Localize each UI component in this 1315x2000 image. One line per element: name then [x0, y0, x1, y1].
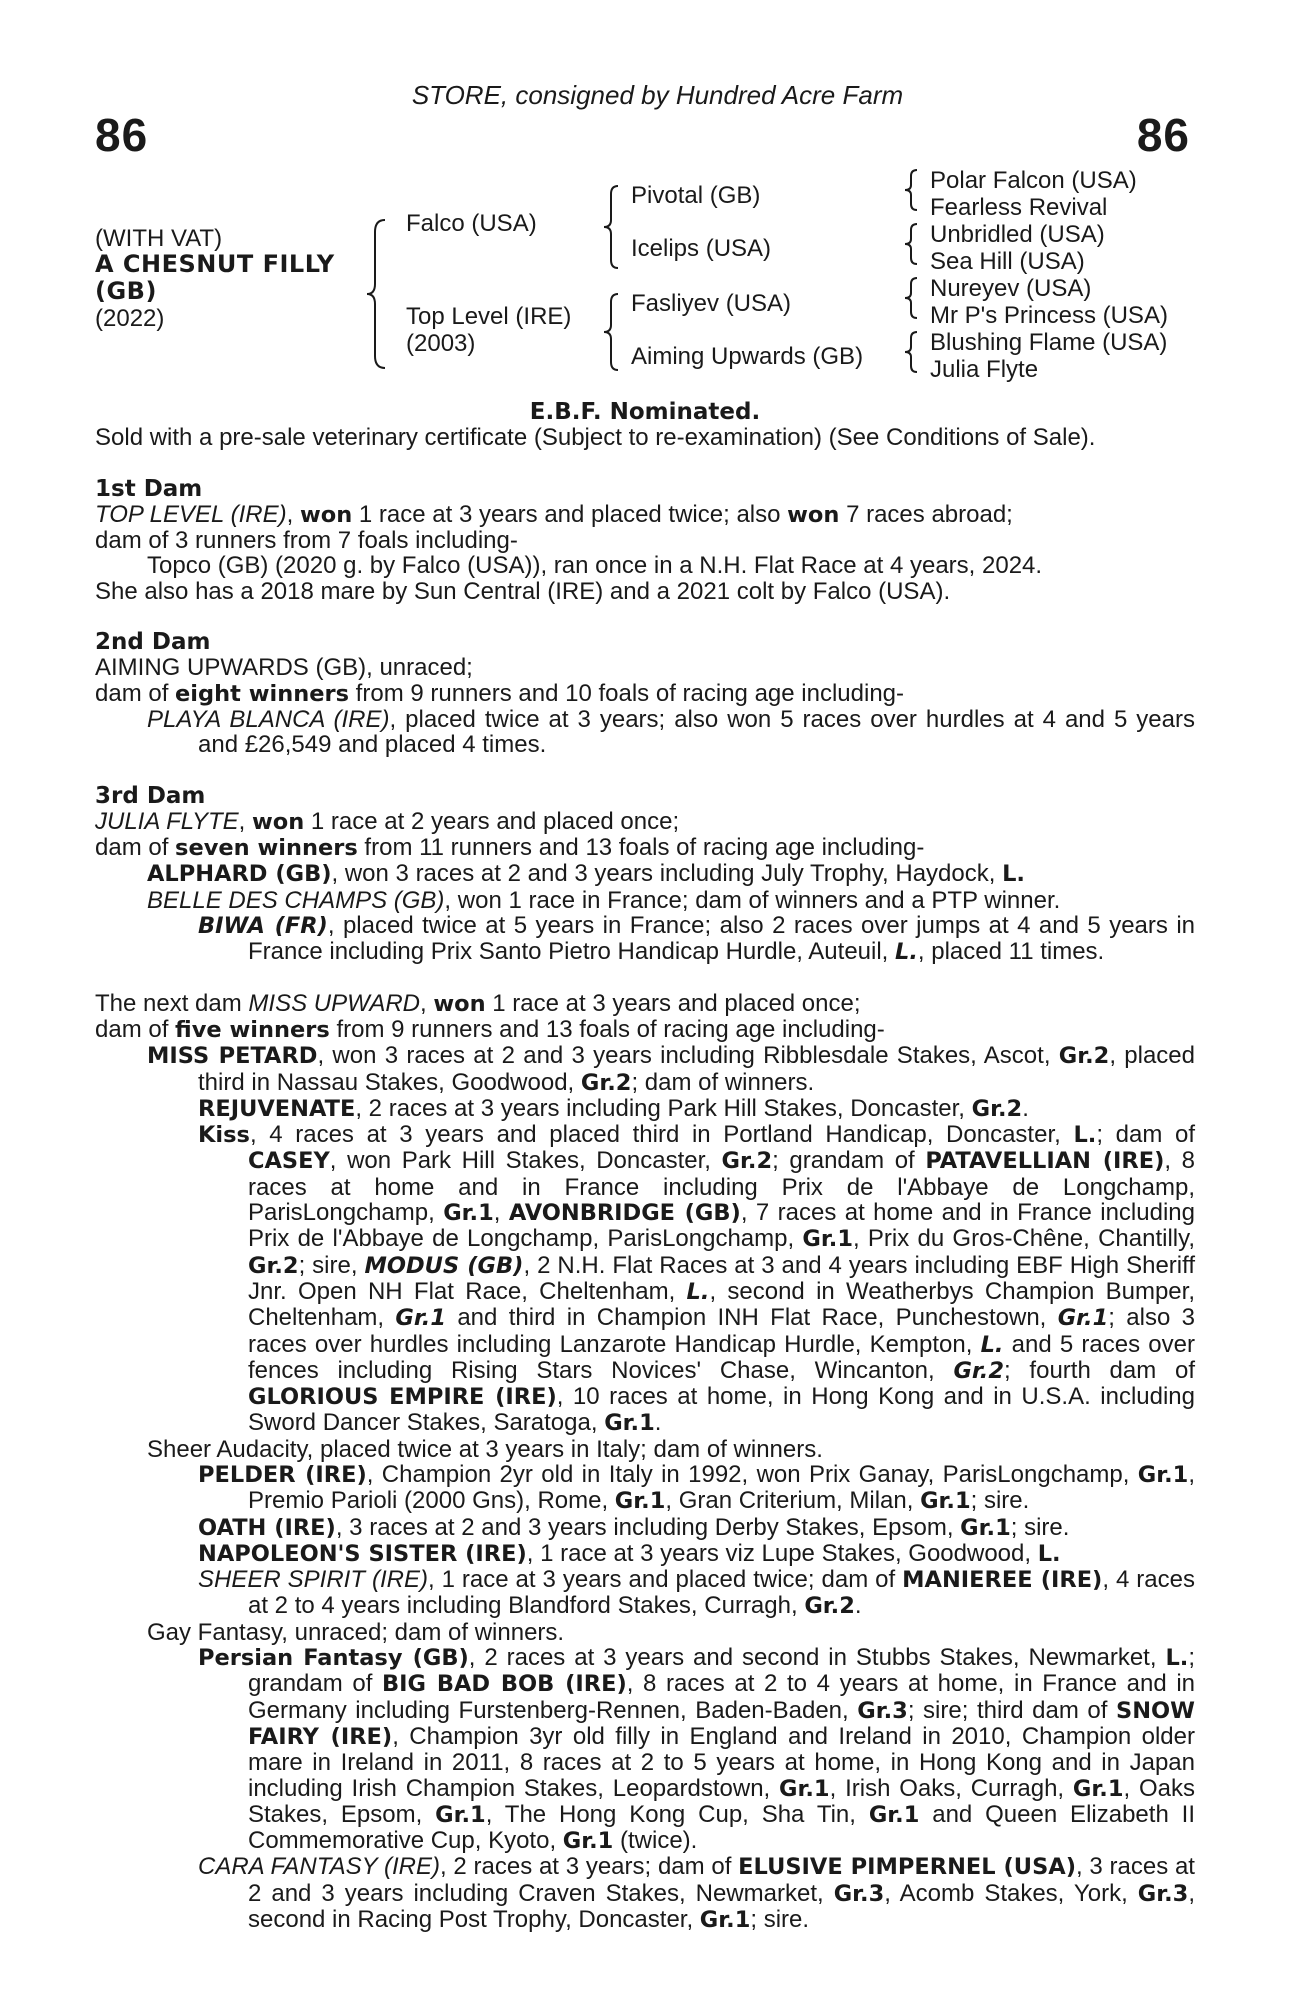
- dam-year: (2003): [406, 330, 476, 357]
- pedigree-brace-sire: [602, 184, 620, 270]
- text-run: five winners: [175, 1016, 330, 1043]
- text-run: , 1 race at 3 years and placed twice; dam of: [427, 1566, 903, 1594]
- text-run: ; dam of winners.: [631, 1068, 815, 1096]
- pedigree-brace-main: [365, 218, 387, 370]
- sire-name: Falco (USA): [406, 210, 537, 237]
- text-run: Gr.2: [721, 1148, 773, 1175]
- produce-topco: Topco (GB) (2020 g. by Falco (USA)), ran once in a N.H. Flat Race at 4 years, 2024.: [147, 552, 1043, 580]
- produce-persian-fantasy: [95, 1645, 1195, 1854]
- text-run: Gr.1: [868, 1801, 920, 1828]
- text-run: , won Park Hill Stakes, Doncaster,: [329, 1147, 722, 1175]
- text-run: , 2 races at 3 years including Park Hill Stakes, Doncaster,: [355, 1094, 972, 1122]
- text-run: Gr.1: [920, 1488, 971, 1515]
- text-run: Gr.1: [779, 1775, 830, 1802]
- text-run: PELDER (IRE): [198, 1461, 367, 1488]
- text-run: , 4 races at 3 years and placed third in Portland Handicap, Doncaster,: [249, 1121, 1074, 1149]
- text-run: and third in Champion INH Flat Race, Punchestown,: [445, 1304, 1058, 1332]
- gp-fearless-revival: Fearless Revival: [930, 194, 1108, 221]
- text-run: L.: [895, 939, 918, 966]
- text-run: seven winners: [175, 835, 358, 862]
- text-run: Gr.1: [960, 1514, 1011, 1541]
- text-run: ,: [420, 989, 434, 1017]
- produce-napoleons-sister: [95, 1541, 1195, 1567]
- text-run: , 2 races at 3 years; dam of: [439, 1853, 739, 1881]
- text-run: Gr.3: [1137, 1880, 1189, 1907]
- text-run: The next dam: [95, 989, 249, 1017]
- text-run: GLORIOUS EMPIRE (IRE): [248, 1384, 557, 1411]
- text-run: AVONBRIDGE (GB): [508, 1200, 741, 1227]
- horse-country: (GB): [95, 277, 157, 305]
- text-run: .: [854, 1592, 862, 1620]
- text-run: Gr.1: [562, 1828, 614, 1855]
- text-run: L.: [686, 1278, 710, 1305]
- horse-name: A CHESNUT FILLY: [95, 250, 335, 278]
- text-run: BIG BAD BOB (IRE): [382, 1671, 627, 1698]
- text-run: ALPHARD (GB): [147, 861, 332, 888]
- text-run: Gr.3: [857, 1697, 908, 1724]
- text-run: , 8 races at 2 to 4 years at home, in France and in Germany including Furstenberg-Rennen, Baden-Baden,: [248, 1670, 1196, 1724]
- text-run: ; also 3 races over hurdles including Lanzarote Handicap Hurdle, Kempton,: [248, 1304, 1195, 1358]
- text-run: ,: [493, 1199, 509, 1227]
- text-run: , 3 races at 2 and 3 years including Craven Stakes, Newmarket,: [248, 1853, 1195, 1907]
- catalogue-body: [95, 399, 1195, 1933]
- second-dam-heading: 2nd Dam: [95, 629, 211, 656]
- text-run: Gr.1: [1057, 1305, 1109, 1332]
- text-run: , 3 races at 2 and 3 years including Derby Stakes, Epsom,: [335, 1513, 961, 1541]
- text-run: won: [787, 501, 840, 528]
- text-run: .: [1022, 1094, 1029, 1122]
- third-dam-heading: 3rd Dam: [95, 782, 206, 809]
- text-run: 1 race at 3 years and placed twice; also: [352, 500, 788, 528]
- dam-dam: Aiming Upwards (GB): [631, 343, 864, 370]
- text-run: , Champion 2yr old in Italy in 1992, won Prix Ganay, ParisLongchamp,: [366, 1460, 1138, 1488]
- text-run: , 7 races at home and in France including Prix de l'Abbaye de Longchamp, ParisLongchamp,: [248, 1199, 1195, 1253]
- text-run: , placed twice at 3 years; also won 5 races over hurdles at 4 and 5 years and £26,549 and placed 4 times.: [198, 705, 1195, 759]
- sire-dam: Icelips (USA): [631, 235, 772, 262]
- text-run: ELUSIVE PIMPERNEL (USA): [738, 1854, 1076, 1881]
- text-run: TOP LEVEL (IRE): [95, 500, 287, 528]
- text-run: Gr.3: [833, 1880, 885, 1907]
- text-run: ; sire.: [750, 1906, 810, 1934]
- text-run: Gr.2: [953, 1357, 1005, 1384]
- text-run: , placed twice at 5 years in France; also 2 races over jumps at 4 and 5 years in France including Prix Santo Pietro Handicap Hurdle, Auteuil,: [248, 912, 1196, 966]
- text-run: , 1 race at 3 years viz Lupe Stakes, Goodwood,: [526, 1539, 1038, 1567]
- text-run: 1 race at 3 years and placed once;: [485, 989, 861, 1017]
- text-run: PATAVELLIAN (IRE): [925, 1148, 1165, 1175]
- text-run: ; sire,: [298, 1251, 365, 1279]
- text-run: , 2 races at 3 years and second in Stubbs Stakes, Newmarket,: [468, 1644, 1166, 1672]
- pedigree-brace-g4: [903, 330, 919, 374]
- text-run: , The Hong Kong Cup, Sha Tin,: [485, 1800, 869, 1828]
- gp-sea-hill: Sea Hill (USA): [930, 248, 1085, 275]
- text-run: dam of: [95, 679, 176, 707]
- text-run: L.: [1165, 1645, 1189, 1672]
- text-run: Kiss: [198, 1122, 250, 1149]
- text-run: , 10 races at home, in Hong Kong and in U.S.A. including Sword Dancer Stakes, Saratoga,: [248, 1383, 1196, 1437]
- produce-rejuvenate: [95, 1096, 1195, 1122]
- text-run: MISS PETARD: [147, 1043, 318, 1070]
- text-run: Gr.1: [604, 1410, 655, 1437]
- gp-polar-falcon: Polar Falcon (USA): [930, 167, 1137, 194]
- vat-note: (WITH VAT): [95, 225, 223, 252]
- text-run: ; sire.: [970, 1487, 1030, 1515]
- gp-julia-flyte: Julia Flyte: [930, 356, 1039, 383]
- produce-cara-fantasy: [95, 1854, 1195, 1933]
- text-run: Gr.1: [435, 1801, 486, 1828]
- text-run: Gr.1: [1072, 1775, 1124, 1802]
- text-run: dam of: [95, 1015, 176, 1043]
- text-run: from 11 runners and 13 foals of racing age including-: [357, 834, 925, 862]
- produce-oath: [95, 1515, 1195, 1541]
- text-run: Gr.1: [395, 1305, 446, 1332]
- second-dam-produce-line: [95, 681, 1195, 707]
- text-run: PLAYA BLANCA (IRE): [147, 705, 390, 733]
- fourth-dam-line: [95, 991, 1195, 1017]
- text-run: .: [654, 1409, 662, 1437]
- text-run: Gr.2: [1058, 1043, 1110, 1070]
- text-run: CASEY: [248, 1148, 330, 1175]
- produce-alphard: [95, 861, 1195, 887]
- vet-note: Sold with a pre-sale veterinary certificate (Subject to re-examination) (See Conditions of Sale).: [95, 424, 1096, 452]
- text-run: Gr.2: [580, 1069, 632, 1096]
- text-run: ; fourth dam of: [1004, 1356, 1196, 1384]
- text-run: , 2 N.H. Flat Races at 3 and 4 years including EBF High Sheriff Jnr. Open NH Flat Race, Cheltenham,: [248, 1251, 1196, 1305]
- sale-consignor-line: STORE, consigned by Hundred Acre Farm: [411, 80, 904, 110]
- text-run: (twice).: [613, 1827, 698, 1855]
- text-run: Gr.1: [802, 1226, 853, 1253]
- text-run: ; sire.: [1010, 1513, 1070, 1541]
- text-run: , Champion 3yr old filly in England and Ireland in 2010, Champion older mare in Ireland in 2011, 8 races at 2 to 5 years at home, in Hong Kong and in Japan including Irish Champion Stakes, Leopardstown,: [248, 1722, 1195, 1802]
- text-run: L.: [1037, 1540, 1061, 1567]
- ebf-note: E.B.F. Nominated.: [529, 399, 761, 425]
- produce-playa-blanca: [95, 707, 1195, 758]
- pedigree-brace-g2: [903, 222, 919, 266]
- text-run: , second in Weatherbys Champion Bumper, Cheltenham,: [248, 1277, 1195, 1332]
- text-run: dam of: [95, 834, 176, 862]
- text-run: , Irish Oaks, Curragh,: [829, 1774, 1073, 1802]
- text-run: Gr.1: [699, 1907, 751, 1934]
- produce-sheer-audacity: Sheer Audacity, placed twice at 3 years in Italy; dam of winners.: [147, 1435, 823, 1463]
- gp-nureyev: Nureyev (USA): [930, 275, 1092, 302]
- third-dam-produce-line: [95, 835, 1195, 861]
- text-run: L.: [1073, 1122, 1097, 1149]
- third-dam-line: JULIA FLYTE, won 1 race at 2 years and placed once;: [95, 807, 680, 835]
- text-run: eight winners: [175, 680, 350, 707]
- text-run: L.: [1002, 861, 1025, 888]
- text-run: and Queen Elizabeth II Commemorative Cup, Kyoto,: [248, 1800, 1195, 1855]
- produce-miss-petard: [95, 1043, 1195, 1096]
- produce-sheer-spirit: [95, 1567, 1195, 1620]
- first-dam-also: She also has a 2018 mare by Sun Central (IRE) and a 2021 colt by Falco (USA).: [95, 577, 951, 605]
- gp-unbridled: Unbridled (USA): [930, 221, 1105, 248]
- text-run: Gr.1: [443, 1200, 494, 1227]
- gp-blushing-flame: Blushing Flame (USA): [930, 329, 1168, 356]
- lot-number-right: 86: [1136, 109, 1190, 161]
- text-run: ; sire; third dam of: [907, 1696, 1117, 1724]
- text-run: Gr.1: [614, 1488, 666, 1515]
- text-run: Persian Fantasy (GB): [198, 1645, 469, 1672]
- text-run: , 8 races at home and in France including Prix de l'Abbaye de Longchamp, ParisLongchamp,: [248, 1147, 1196, 1227]
- text-run: BIWA (FR): [198, 913, 328, 940]
- text-run: MODUS (GB): [364, 1252, 524, 1279]
- sire-sire: Pivotal (GB): [631, 182, 761, 209]
- text-run: won: [433, 990, 486, 1017]
- first-dam-line: TOP LEVEL (IRE), won 1 race at 3 years and placed twice; also won 7 races abroad;: [95, 500, 1013, 528]
- text-run: CARA FANTASY (IRE): [198, 1853, 440, 1881]
- lot-number-left: 86: [95, 109, 149, 161]
- pedigree-brace-g3: [903, 276, 919, 320]
- text-run: , Gran Criterium, Milan,: [665, 1487, 921, 1515]
- text-run: , Acomb Stakes, York,: [884, 1879, 1138, 1907]
- text-run: L.: [980, 1331, 1004, 1358]
- text-run: NAPOLEON'S SISTER (IRE): [198, 1540, 527, 1567]
- text-run: , placed 11 times.: [917, 938, 1105, 966]
- text-run: MANIEREE (IRE): [902, 1567, 1103, 1594]
- text-run: from 9 runners and 13 foals of racing age including-: [329, 1015, 885, 1043]
- text-run: , won 3 races at 2 and 3 years including July Trophy, Haydock,: [331, 860, 1003, 888]
- produce-gay-fantasy: Gay Fantasy, unraced; dam of winners.: [147, 1618, 565, 1646]
- text-run: , 4 races at 2 to 4 years including Blandford Stakes, Curragh,: [248, 1566, 1195, 1620]
- text-run: Gr.2: [804, 1593, 855, 1620]
- text-run: OATH (IRE): [198, 1514, 336, 1541]
- first-dam-heading: 1st Dam: [95, 475, 203, 502]
- text-run: 7 races abroad;: [839, 500, 1013, 528]
- dam-name: Top Level (IRE): [406, 303, 572, 330]
- text-run: , second in Racing Post Trophy, Doncaster,: [248, 1879, 1195, 1934]
- pedigree-brace-dam: [602, 292, 620, 372]
- text-run: won: [251, 808, 305, 835]
- text-run: Gr.2: [971, 1095, 1023, 1122]
- text-run: JULIA FLYTE: [95, 807, 239, 835]
- text-run: ; grandam of: [248, 1644, 1195, 1698]
- gp-mr-ps-princess: Mr P's Princess (USA): [930, 302, 1168, 329]
- pedigree-brace-g1: [903, 168, 919, 212]
- text-run: , placed third in Nassau Stakes, Goodwood,: [198, 1042, 1195, 1096]
- text-run: , won 1 race in France; dam of winners and a PTP winner.: [444, 886, 1061, 914]
- text-run: BELLE DES CHAMPS (GB): [147, 886, 445, 914]
- text-run: SNOW FAIRY (IRE): [248, 1697, 1195, 1750]
- text-run: ; grandam of: [772, 1147, 926, 1175]
- text-run: , Prix du Gros-Chêne, Chantilly,: [852, 1225, 1195, 1253]
- produce-kiss: [95, 1122, 1195, 1437]
- text-run: 1 race at 2 years and placed once;: [304, 807, 680, 835]
- text-run: REJUVENATE: [198, 1095, 356, 1122]
- text-run: SHEER SPIRIT (IRE): [198, 1566, 428, 1594]
- first-dam-produce-line: dam of 3 runners from 7 foals including-: [95, 527, 518, 555]
- horse-year: (2022): [95, 305, 165, 332]
- second-dam-line: AIMING UPWARDS (GB), unraced;: [95, 654, 473, 682]
- text-run: and 5 races over fences including Rising Stars Novices' Chase, Wincanton,: [248, 1330, 1195, 1384]
- text-run: Gr.1: [1137, 1461, 1189, 1488]
- produce-pelder: [95, 1462, 1195, 1515]
- text-run: MISS UPWARD: [248, 989, 420, 1017]
- fourth-dam-produce-line: [95, 1017, 1195, 1043]
- text-run: , Oaks Stakes, Epsom,: [248, 1774, 1195, 1828]
- text-run: won: [299, 501, 353, 528]
- text-run: , won 3 races at 2 and 3 years including Ribblesdale Stakes, Ascot,: [317, 1042, 1059, 1070]
- text-run: ; dam of: [1096, 1121, 1195, 1149]
- text-run: from 9 runners and 10 foals of racing age including-: [349, 679, 905, 707]
- text-run: Gr.2: [248, 1252, 299, 1279]
- produce-belle-des-champs: [95, 888, 1195, 913]
- dam-sire: Fasliyev (USA): [631, 290, 792, 317]
- text-run: , Premio Parioli (2000 Gns), Rome,: [248, 1460, 1196, 1515]
- produce-biwa: [95, 913, 1195, 966]
